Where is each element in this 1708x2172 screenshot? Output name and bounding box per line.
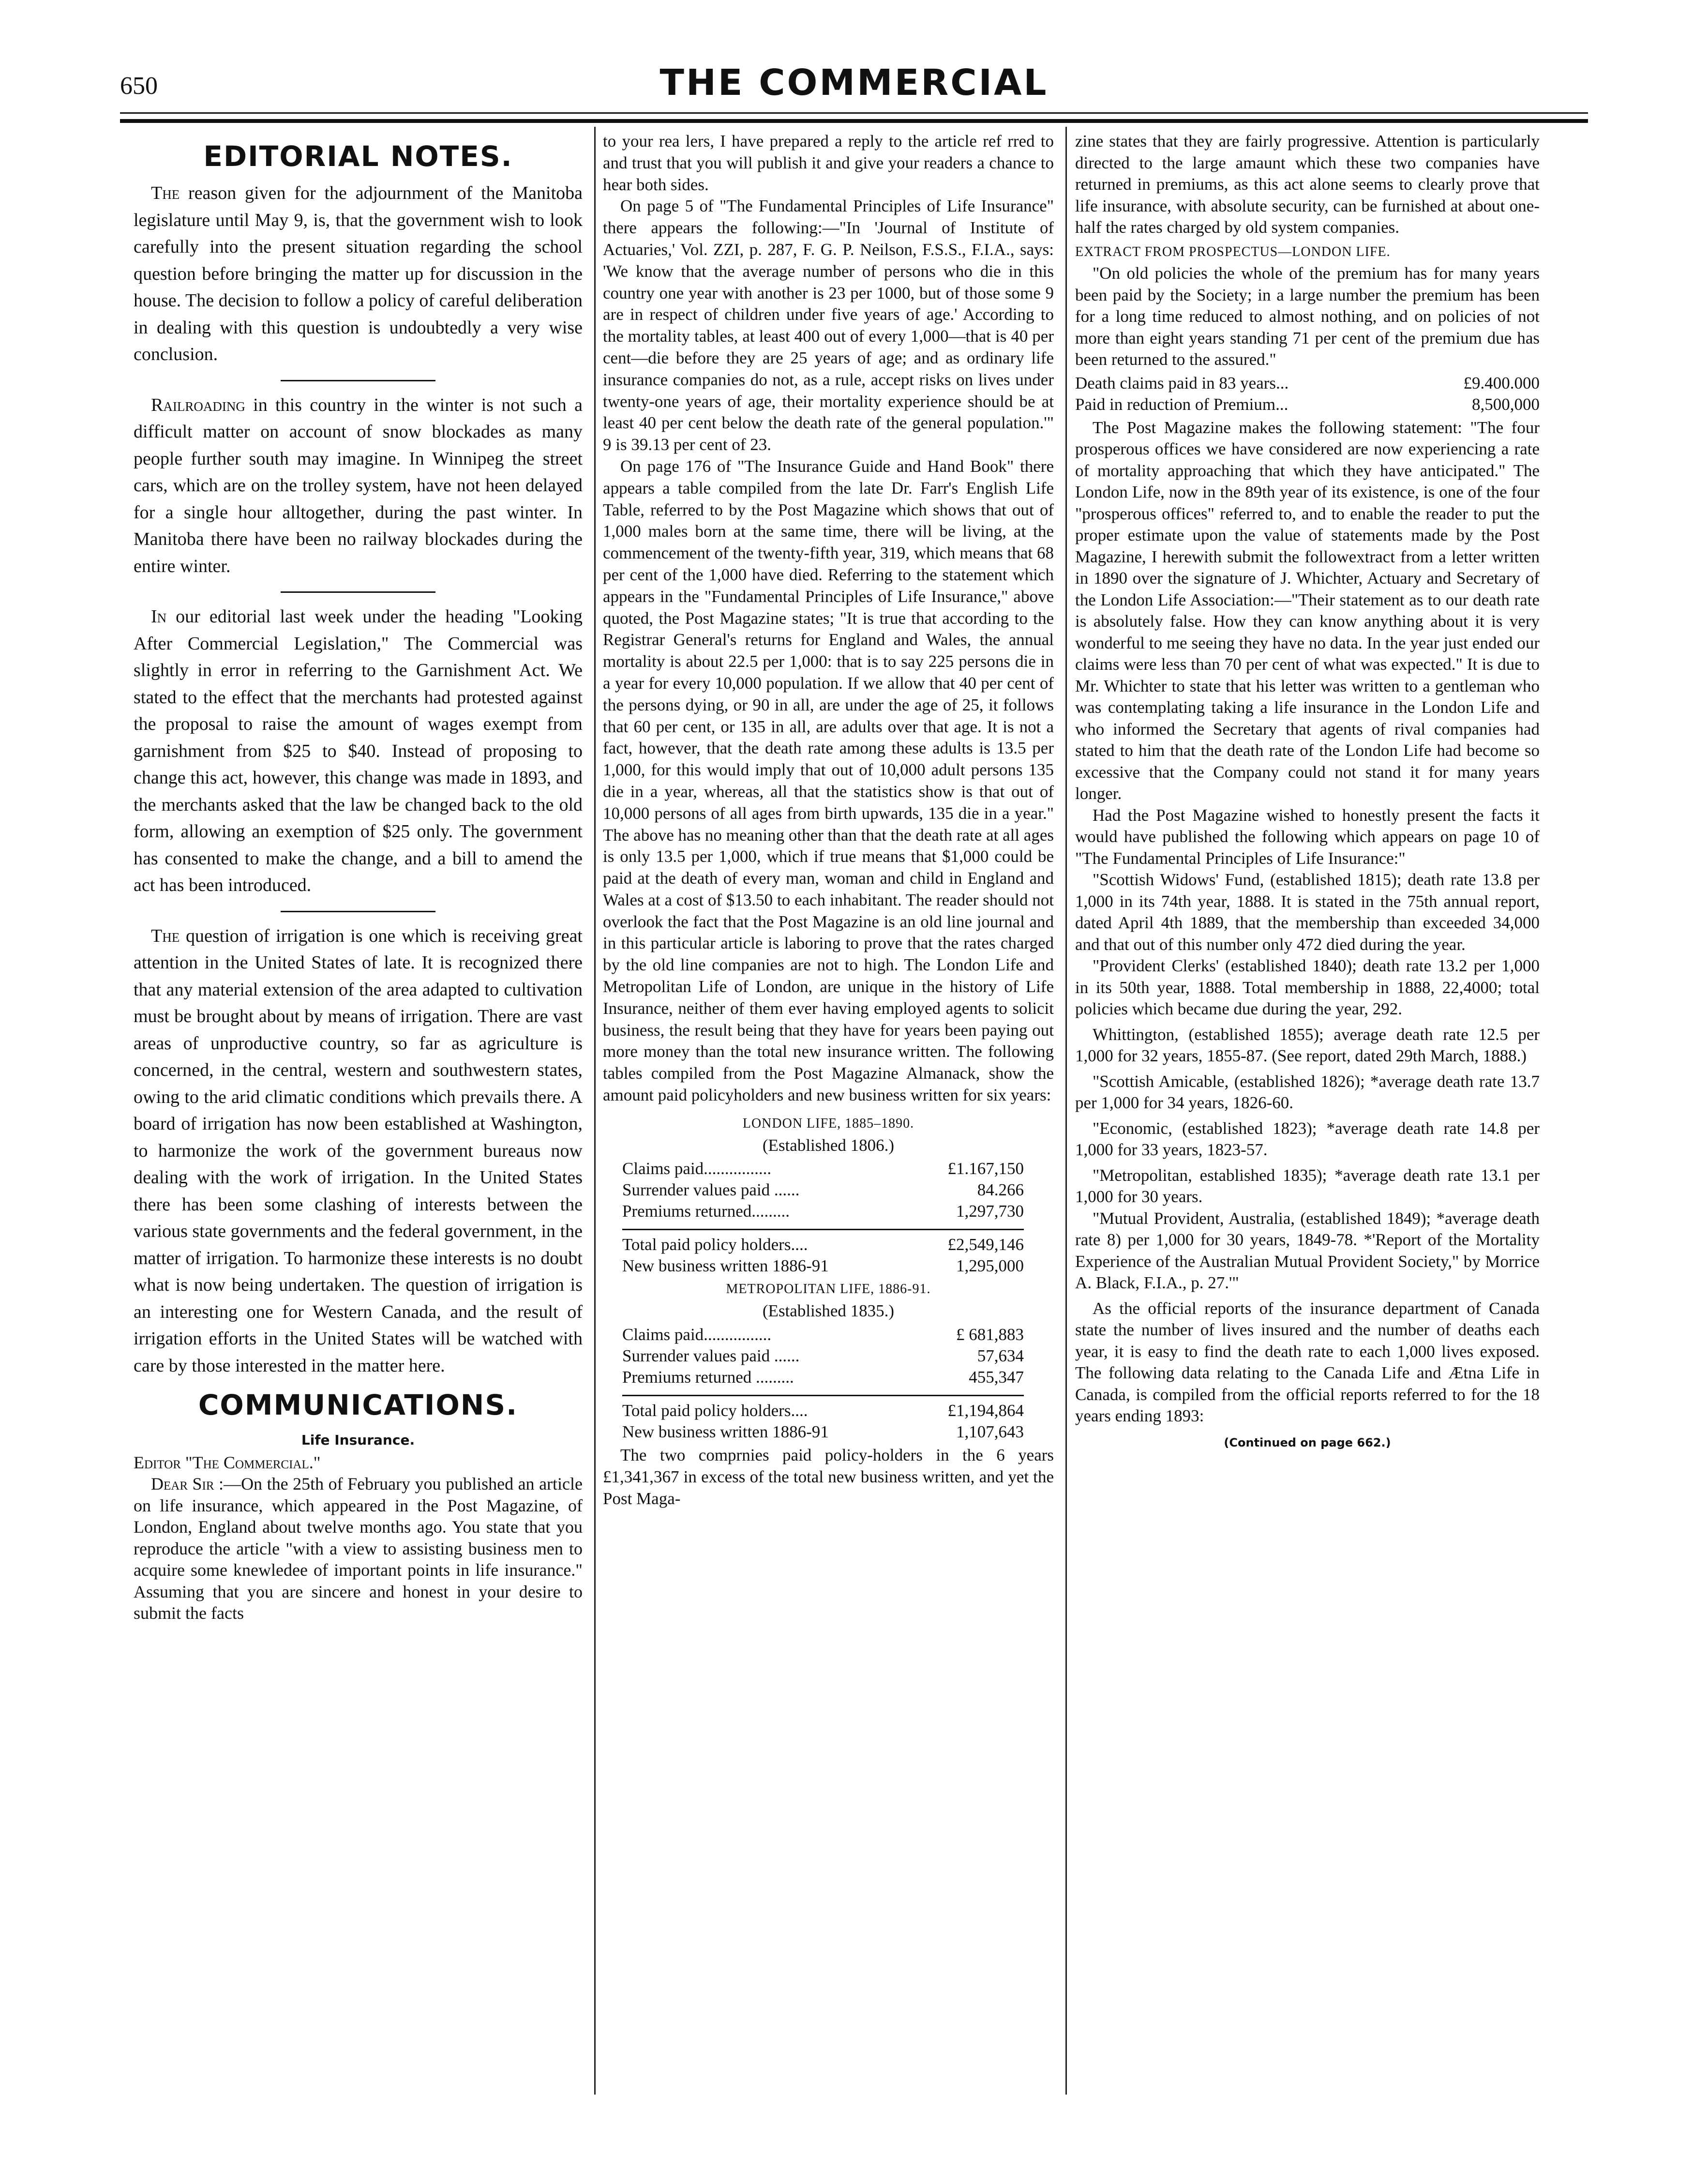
lead-word: The [151, 183, 180, 203]
paragraph: "Economic, (established 1823); *average death rate 14.8 per 1,000 for 33 years, 1823-57. [1075, 1118, 1540, 1159]
row-value: 1,297,730 [956, 1202, 1024, 1221]
table-row [622, 1367, 1024, 1388]
section-heading-editorial: EDITORIAL NOTES. [203, 140, 513, 173]
paragraph [134, 923, 583, 1380]
section-heading-communications: COMMUNICATIONS. [198, 1388, 518, 1421]
row-label: Surrender values paid ...... [622, 1346, 800, 1366]
table-title: METROPOLITAN LIFE, 1886-91. [726, 1282, 931, 1297]
table-row [622, 1421, 1024, 1443]
row-value: £2,549,146 [915, 1230, 1024, 1256]
row-label: Total paid policy holders.... [622, 1230, 915, 1256]
divider [281, 591, 435, 593]
row-label: Death claims paid in 83 years... [1075, 373, 1289, 392]
table-row [622, 1158, 1024, 1179]
row-value: £9.400.000 [1463, 373, 1540, 392]
table-row [622, 1255, 1024, 1277]
row-value: 455,347 [969, 1368, 1024, 1387]
paragraph [134, 180, 583, 368]
editor-line: Editor "The Commercial." [134, 1453, 321, 1472]
table-title: LONDON LIFE, 1885–1890. [742, 1116, 914, 1131]
financial-table-london [622, 1158, 1024, 1277]
paragraph: "On old policies the whole of the premium has for many years been paid by the Society; in a large number the premium has been for a long time reduced to almost nothing, and on policies of not more than eight years standing 71 per cent of the premium due has been returned to the assured." [1075, 264, 1540, 369]
row-label: New business written 1886-91 [622, 1256, 829, 1276]
column-divider [594, 127, 596, 2095]
table-row [622, 1345, 1024, 1367]
row-label: Paid in reduction of Premium... [1075, 394, 1288, 414]
table-row [622, 1324, 1024, 1345]
paragraph: As the official reports of the insurance department of Canada state the number of lives insured and the number of deaths each year, it is easy to find the death rate to each 1,000 lives exposed. The following data relating to the Canada Life and Ætna Life in Canada, is compiled from the official reports referred to for the 18 years ending 1893: [1075, 1298, 1540, 1425]
column-3 [1075, 131, 1540, 2091]
row-label: Claims paid................ [622, 1159, 772, 1178]
continued-note: (Continued on page 662.) [1224, 1435, 1391, 1449]
extract-heading: EXTRACT FROM PROSPECTUS—LONDON LIFE. [1075, 244, 1391, 259]
row-label: Claims paid................ [622, 1325, 772, 1344]
table-row [622, 1201, 1024, 1222]
paragraph: On page 176 of "The Insurance Guide and Hand Book" there appears a table compiled from the late Dr. Farr's English Life Table, referred to by the Post Magazine which shows that out of 1,000 males born at the same time, there will be living, at the commencement of the twenty-fifth year, 319, which means that 68 per cent of the 1,000 have died. Referring to the statement which appears in the "Fundamental Principles of Life Insurance," above quoted, the Post Magazine states; "It is true that according to the Registrar General's returns for England and Wales, the annual mortality is about 22.5 per 1,000: that is to say 225 persons die in a year for every 10,000 population. If we allow that 40 per cent of the persons dying, or 90 in all, are under the age of 25, it follows that 60 per cent, or 135 in all, are adults over that age. It is not a fact, however, that the death rate among these adults is 13.5 per 1,000, for this would imply that out of 10,000 adult persons 135 die in a year, whereas, all that the statistics show is that out of 10,000 persons of all ages from birth upwards, 135 die in a year." The above has no meaning other than that the death rate at all ages is only 13.5 per 1,000, which if true means that $1,000 could be paid at the death of every man, woman and child in England and Wales at a cost of $13.50 to each inhabitant. The reader should not overlook the fact that the Post Magazine is an old line journal and in this particular article is laboring to prove that the rates charged by the old line companies are not to high. The London Life and Metropolitan Life of London, are unique in the history of Life Insurance, neither of them ever having employed agents to solicit business, the result being that they have for years been paying out more money than the total new insurance written. The following tables compiled from the Post Magazine Almanack, show the amount paid policyholders and new business written for six years: [603, 456, 1054, 1105]
masthead: THE COMMERCIAL [659, 62, 1049, 104]
column-2 [603, 131, 1054, 2091]
paragraph: On page 5 of "The Fundamental Principles of Life Insurance" there appears the following:—"In 'Journal of Institute of Actuaries,' Vol. ZZI, p. 287, F. G. P. Neilson, F.S.S., F.I.A., says: 'We know that the average number of persons who die in this country one year with another is 23 per 1000, but of those some 9 are in respect of children under five years of age.' According to the mortality tables, at least 400 out of every 1,000—that is 40 per cent—die before they are 25 years of age; and as ordinary life insurance companies do not, as a rule, accept risks on lives under twenty-one years of age, their mortality experience should be at least 40 per cent below the death rate of the general population.'" 9 is 39.13 per cent of 23. [603, 196, 1054, 454]
column-1 [134, 131, 583, 2091]
divider [281, 911, 435, 912]
lead-word: The [151, 925, 180, 946]
row-value: £1,194,864 [915, 1396, 1024, 1422]
table-subtitle: (Established 1835.) [762, 1301, 895, 1321]
row-label: Surrender values paid ...... [622, 1180, 800, 1200]
paragraph: zine states that they are fairly progressive. Attention is particularly directed to the large amaunt which these two companies have returned in premiums, as this act alone seems to clearly prove that life insurance, with absolute security, can be furnished at about one-half the rates charged by old system companies. [1075, 132, 1540, 237]
table-row [1075, 373, 1540, 394]
row-value: £ 681,883 [956, 1325, 1024, 1344]
table-row [622, 1230, 1024, 1256]
column-divider [1065, 127, 1067, 2095]
paragraph: "Provident Clerks' (established 1840); death rate 13.2 per 1,000 in its 50th year, 1888. Total membership in 1888, 22,4000; total policies which became due during the year, 292. [1075, 956, 1540, 1018]
paragraph: to your rea lers, I have prepared a reply to the article ref rred to and trust that you will publish it and give your readers a chance to hear both sides. [603, 132, 1054, 194]
row-label: Premiums returned......... [622, 1202, 790, 1221]
page-number: 650 [120, 72, 158, 100]
paragraph: The two comprnies paid policy-holders in the 6 years £1,341,367 in excess of the total new business written, and yet the Post Maga- [603, 1446, 1054, 1508]
lead-word: Dear Sir [151, 1474, 214, 1493]
paragraph-text: question of irrigation is one which is receiving great attention in the United States of late. It is recognized there that any material extension of the area adapted to cultivation must be brought about by means of irrigation. There are vast areas of unproductive country, so far as agriculture is concerned, in the central, western and southwestern states, owing to the arid climatic conditions which prevails there. A board of irrigation has now been established at Washington, to harmonize the work of the government bureaus now dealing with the work of irrigation. In the United States there has been some clashing of interests between the various state governments and the federal government, in the matter of irrigation. To harmonize these interests is no doubt what is now being undertaken. The question of irrigation is an interesting one for Western Canada, and the result of irrigation efforts in the United States will be watched with care by those interested in the matter here. [134, 925, 583, 1376]
table-row [1075, 394, 1540, 415]
row-value: 84.266 [977, 1180, 1024, 1200]
row-value: 57,634 [977, 1346, 1024, 1366]
financial-table-metropolitan [622, 1324, 1024, 1443]
row-value: 1,295,000 [956, 1256, 1024, 1276]
paragraph-text: :—On the 25th of February you published an article on life insurance, which appeared in the Post Magazine, of London, England about twelve months ago. You state that you reproduce the article "with a view to assisting business men to acquire some knewledee of important points in life insurance." Assuming that you are sincere and honest in your desire to submit the facts [134, 1474, 583, 1623]
paragraph [134, 603, 583, 899]
table-subtitle: (Established 1806.) [762, 1135, 895, 1155]
paragraph: "Metropolitan, established 1835); *average death rate 13.1 per 1,000 for 30 years. [1075, 1165, 1540, 1206]
paragraph: "Mutual Provident, Australia, (established 1849); *average death rate 8) per 1,000 for 30 years, 1849-78. *'Report of the Mortality Experience of the Australian Mutual Provident Society," by Morrice A. Black, F.I.A., p. 27.'" [1075, 1208, 1540, 1292]
paragraph-text: reason given for the adjournment of the Manitoba legislature until May 9, is, that the government wish to look carefully into the present situation regarding the school question before bringing the matter up for discussion in the house. The decision to follow a policy of careful deliberation in dealing with this question is undoubtedly a very wise conclusion. [134, 183, 583, 364]
row-label: Total paid policy holders.... [622, 1396, 915, 1422]
row-value: 1,107,643 [956, 1422, 1024, 1442]
row-label: New business written 1886-91 [622, 1422, 829, 1442]
paragraph-text: in this country in the winter is not such a difficult matter on account of snow blockades as many people further south may imagine. In Winnipeg the street cars, which are on the trolley system, have not heen delayed for a single hour alltogether, during the past winter. In Manitoba there have been no railway blockades during the entire winter. [134, 394, 583, 576]
row-label: Premiums returned ......... [622, 1368, 794, 1387]
header-rule-thick [120, 119, 1588, 123]
paragraph: "Scottish Widows' Fund, (established 1815); death rate 13.8 per 1,000 in its 74th year, 1888. It is stated in the 75th annual report, dated April 4th 1889, that the membership than exceeded 34,000 and that out of this number only 472 died during the year. [1075, 870, 1540, 954]
header-rule-thin [120, 112, 1588, 114]
lead-word: In [151, 606, 167, 627]
paragraph-text: our editorial last week under the heading "Looking After Commercial Legislation," The Commercial was slightly in error in referring to the Garnishment Act. We stated to the effect that the merchants had protested against the proposal to raise the amount of wages exempt from garnishment from $25 to $40. Instead of proposing to change this act, however, this change was made in 1893, and the merchants asked that the law be changed back to the old form, allowing an exemption of $25 only. The government has consented to make the change, and a bill to amend the act has been introduced. [134, 606, 583, 895]
paragraph [134, 1473, 583, 1624]
death-claims-table [1075, 373, 1540, 415]
subheading: Life Insurance. [301, 1432, 415, 1448]
row-value: £1.167,150 [947, 1159, 1024, 1178]
divider [281, 380, 435, 381]
paragraph [134, 392, 583, 580]
paragraph: "Scottish Amicable, (established 1826); *average death rate 13.7 per 1,000 for 34 years, 1826-60. [1075, 1071, 1540, 1112]
paragraph: The Post Magazine makes the following statement: "The four prosperous offices we have considered are now experiencing a rate of mortality approaching that which they have anticipated." The London Life, now in the 89th year of its existence, is one of the four "prosperous offices" referred to, and to enable the reader to put the proper estimate upon the value of statements made by the Post Magazine, I herewith submit the followextract from a letter written in 1890 over the signature of J. Whichter, Actuary and Secretary of the London Life Association:—"Their statement as to our death rate is absolutely false. How they can know anything about it is very wonderful to me seeing they have no data. In the year just ended our claims were less than 70 per cent of what was expected." It is due to Mr. Whichter to state that his letter was written to a gentleman who was contemplating taking a life insurance in the London Life and who informed the Secretary that agents of rival companies had stated to him that the death rate of the London Life had become so excessive that the Company could not stand it for many years longer. [1075, 418, 1540, 803]
lead-word: Railroading [151, 394, 245, 415]
paragraph: Whittington, (established 1855); average death rate 12.5 per 1,000 for 32 years, 1855-87. (See report, dated 29th March, 1888.) [1075, 1025, 1540, 1065]
paragraph: Had the Post Magazine wished to honestly present the facts it would have published the following which appears on page 10 of "The Fundamental Principles of Life Insurance:" [1075, 805, 1540, 868]
row-value: 8,500,000 [1472, 394, 1540, 414]
table-row [622, 1396, 1024, 1422]
table-row [622, 1179, 1024, 1201]
